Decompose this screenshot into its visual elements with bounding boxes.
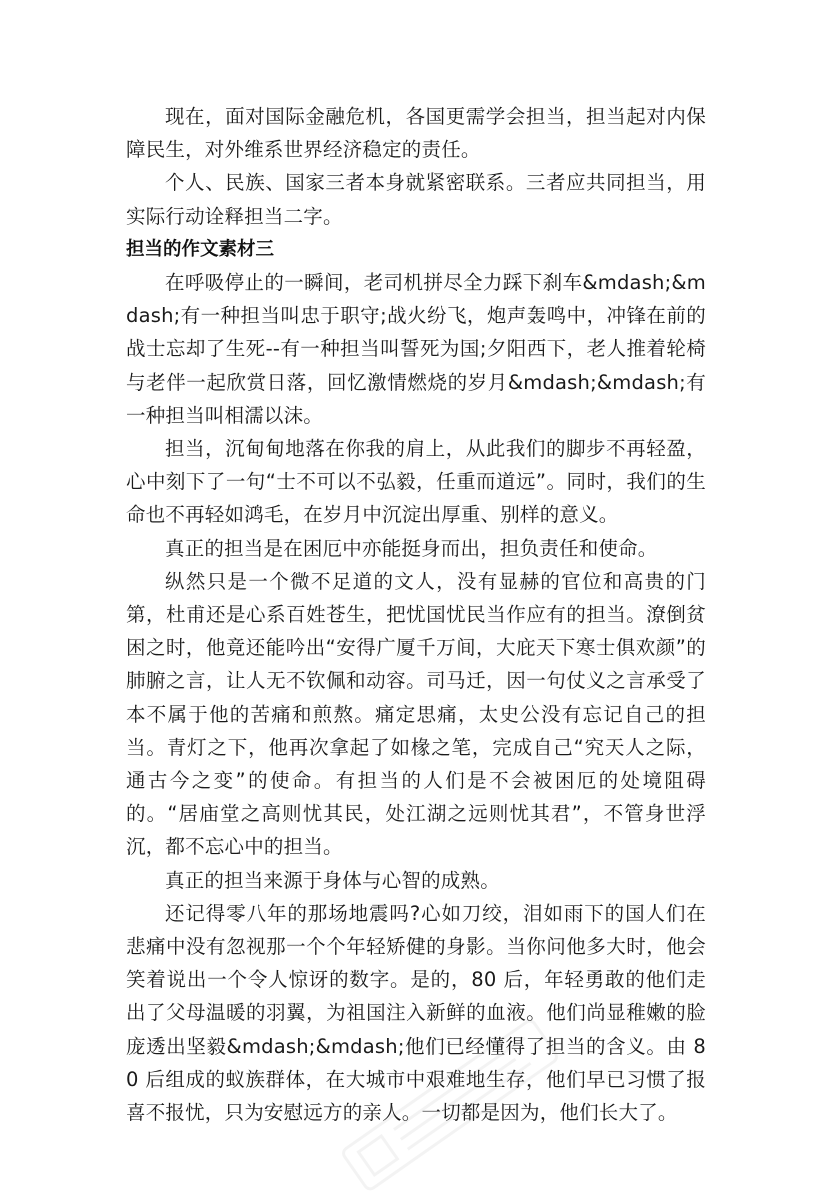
paragraph: 在呼吸停止的一瞬间，老司机拼尽全力踩下刹车&mdash;&mdash;有一种担当叫忠于职守;战火纷飞，炮声轰鸣中，冲锋在前的战士忘却了生死--有一种担当叫誓死为国;夕阳西下，老人推着轮椅与老伴一起欣赏日落，回忆激情燃烧的岁月&mdash;&mdash;有一种担当叫相濡以沫。 bbox=[126, 271, 706, 427]
paragraph: 担当，沉甸甸地落在你我的肩上，从此我们的脚步不再轻盈，心中刻下了一句“士不可以不弘毅，任重而道远”。同时，我们的生命也不再轻如鸿毛，在岁月中沉淀出厚重、别样的意义。 bbox=[126, 437, 706, 527]
paragraph: 现在，面对国际金融危机，各国更需学会担当，担当起对内保障民生，对外维系世界经济稳定的责任。 bbox=[126, 105, 706, 162]
paragraph: 真正的担当是在困厄中亦能挺身而出，担负责任和使命。 bbox=[165, 536, 658, 560]
paragraph: 个人、民族、国家三者本身就紧密联系。三者应共同担当，用实际行动诠释担当二字。 bbox=[126, 171, 706, 228]
section-heading: 担当的作文素材三 bbox=[126, 238, 275, 260]
paragraph: 真正的担当来源于身体与心智的成熟。 bbox=[165, 868, 500, 892]
document-body bbox=[126, 100, 706, 1129]
paragraph: 纵然只是一个微不足道的文人，没有显赫的官位和高贵的门第，杜甫还是心系百姓苍生，把忧国忧民当作应有的担当。潦倒贫困之时，他竟还能吟出“安得广厦千万间，大庇天下寒士俱欢颜”的肺腑之言，让人无不钦佩和动容。司马迁，因一句仗义之言承受了本不属于他的苦痛和煎熬。痛定思痛，太史公没有忘记自己的担当。青灯之下，他再次拿起了如椽之笔，完成自己“究天人之际，通古今之变”的使命。有担当的人们是不会被困厄的处境阻碍的。“居庙堂之高则忧其民，处江湖之远则忧其君”，不管身世浮沉，都不忘心中的担当。 bbox=[126, 569, 706, 859]
paragraph: 还记得零八年的那场地震吗?心如刀绞，泪如雨下的国人们在悲痛中没有忽视那一个个年轻矫健的身影。当你问他多大时，他会笑着说出一个令人惊讶的数字。是的，80 后，年轻勇敢的他们走出了父母温暖的羽翼，为祖国注入新鲜的血液。他们尚显稚嫩的脸庞透出坚毅&mdash;&mdash;他们已经懂得了担当的含义。由 80 后组成的蚁族群体，在大城市中艰难地生存，他们早已习惯了报喜不报忧，只为安慰远方的亲人。一切都是因为，他们长大了。 bbox=[126, 901, 706, 1125]
